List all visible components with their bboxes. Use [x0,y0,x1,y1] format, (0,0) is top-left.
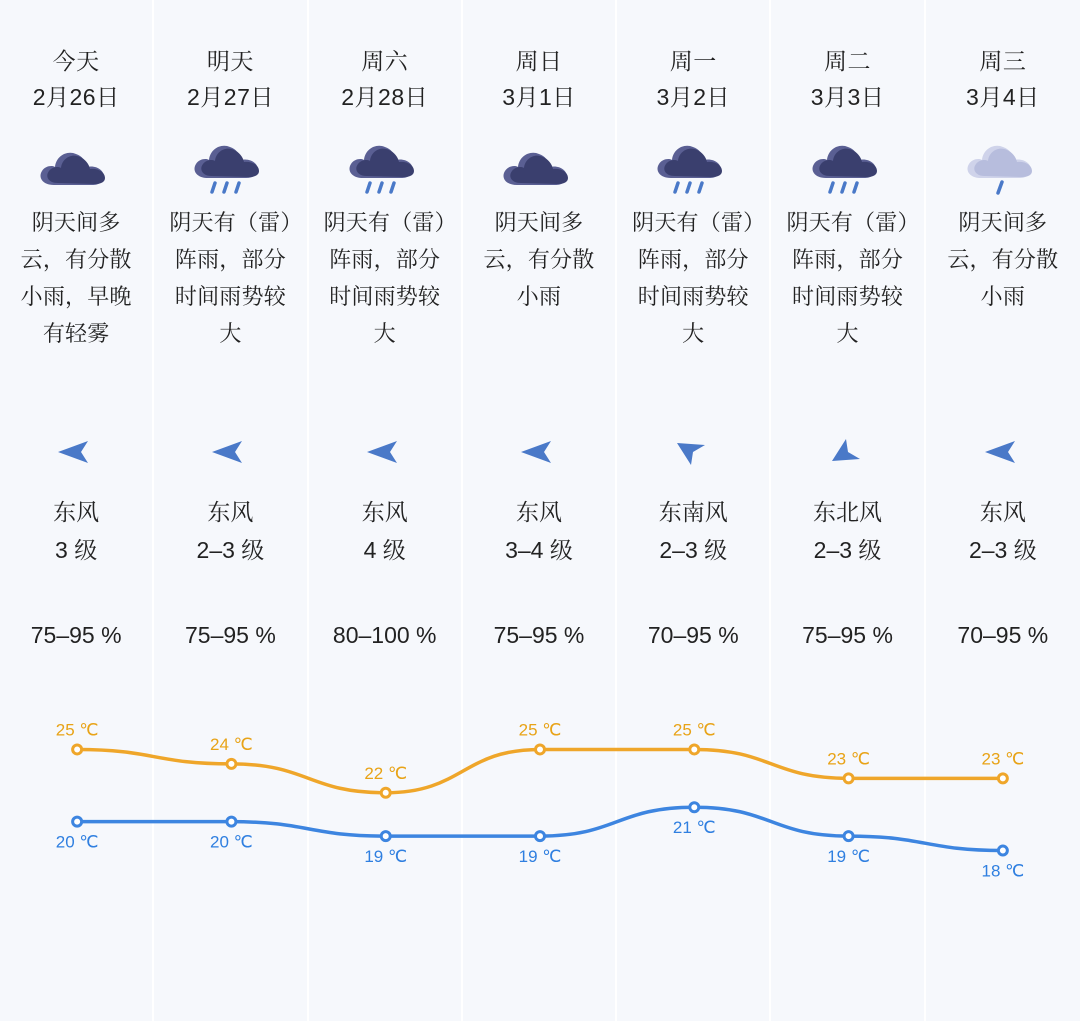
forecast-day-column[interactable] [926,0,1080,1021]
cloudy-icon [34,143,118,193]
wind-direction: 东风 [361,499,408,525]
wind-arrow-west-icon [54,437,98,467]
day-date: 2月26日 [32,84,120,110]
wind-level: 2–3 级 [968,537,1037,563]
cloudy-rain-icon [343,140,427,196]
weather-description: 阴天有（雷）阵雨，部分时间雨势较大 [169,210,292,346]
temp-label: 24 ℃ [210,734,253,754]
temp-label: 21 ℃ [672,818,716,838]
temp-label: 18 ℃ [981,861,1025,881]
wind-direction: 东风 [53,499,100,525]
day-date: 3月2日 [656,84,731,110]
day-name: 周六 [361,48,409,74]
weather-description: 阴天有（雷）阵雨，部分时间雨势较大 [632,210,755,346]
wind-arrow-west-icon [208,437,252,467]
wind-arrow-wrap [0,430,152,474]
weather-icon-wrap [497,140,581,196]
wind-arrow-west-icon [981,437,1025,467]
weather-icon-wrap [34,140,118,196]
wind-direction: 东风 [979,499,1026,525]
weather-icon-wrap [806,140,890,196]
day-date: 3月4日 [966,84,1040,110]
wind-arrow-west-icon [517,437,561,467]
day-date: 2月28日 [341,84,429,110]
humidity-range: 75–95 % [493,622,585,648]
temp-label: 25 ℃ [55,720,99,740]
day-date: 3月3日 [810,84,885,110]
weather-description: 阴天有（雷）阵雨，部分时间雨势较大 [786,210,909,346]
weather-icon-wrap [343,140,427,196]
wind-direction: 东风 [515,499,562,525]
temp-label: 25 ℃ [672,720,716,740]
wind-arrow-wrap [771,430,923,474]
temp-label: 19 ℃ [518,847,562,867]
wind-level: 2–3 级 [659,537,728,563]
temp-label: 25 ℃ [518,720,562,740]
weather-description: 阴天间多云，有分散小雨，早晚有轻雾 [20,210,132,346]
humidity-range: 70–95 % [957,622,1049,648]
temp-label: 19 ℃ [827,847,870,867]
forecast-day-column[interactable] [309,0,463,1021]
forecast-day-column[interactable] [617,0,771,1021]
humidity-range: 80–100 % [332,622,437,648]
humidity-range: 75–95 % [802,622,893,648]
weather-description: 阴天间多云，有分散小雨 [947,210,1059,309]
humidity-range: 70–95 % [647,622,739,648]
wind-arrow-wrap [463,430,615,474]
wind-level: 3–4 级 [505,537,573,563]
cloudy-rain-icon [806,140,890,196]
day-name: 今天 [52,48,100,74]
wind-arrow-wrap [926,430,1080,474]
day-name: 周日 [515,48,563,74]
temp-label: 23 ℃ [981,749,1025,769]
day-date: 3月1日 [502,84,576,110]
wind-level: 2–3 级 [813,537,882,563]
temp-label: 23 ℃ [827,749,870,769]
wind-direction: 东风 [207,499,254,525]
wind-level: 3 级 [55,537,98,563]
weather-icon-wrap [961,140,1045,196]
day-name: 明天 [206,48,254,74]
wind-arrow-wrap [617,430,769,474]
forecast-day-column[interactable] [0,0,154,1021]
light-cloudy-rain-icon [961,140,1045,196]
day-name: 周三 [979,48,1027,74]
temp-label: 22 ℃ [364,763,408,783]
temp-label: 20 ℃ [210,832,253,852]
forecast-day-column[interactable] [463,0,617,1021]
wind-direction: 东南风 [658,499,728,525]
humidity-range: 75–95 % [30,622,122,648]
temp-label: 20 ℃ [55,832,99,852]
weather-icon-wrap [188,140,272,196]
humidity-range: 75–95 % [185,622,276,648]
cloudy-rain-icon [651,140,735,196]
forecast-day-column[interactable] [771,0,925,1021]
temp-label: 19 ℃ [364,847,408,867]
wind-arrow-wrap [309,430,461,474]
cloudy-rain-icon [188,140,272,196]
wind-arrow-southwest-icon [671,435,715,469]
wind-arrow-wrap [154,430,306,474]
day-name: 周二 [824,48,872,74]
wind-level: 4 级 [363,537,406,563]
forecast-day-column[interactable] [154,0,308,1021]
wind-arrow-northwest-icon [826,435,870,469]
day-date: 2月27日 [186,84,274,110]
wind-direction: 东北风 [813,499,883,525]
day-name: 周一 [669,48,717,74]
weather-icon-wrap [651,140,735,196]
weather-description: 阴天间多云，有分散小雨 [483,210,595,309]
cloudy-icon [497,143,581,193]
wind-arrow-west-icon [363,437,407,467]
weather-description: 阴天有（雷）阵雨，部分时间雨势较大 [323,210,446,346]
wind-level: 2–3 级 [196,537,265,563]
